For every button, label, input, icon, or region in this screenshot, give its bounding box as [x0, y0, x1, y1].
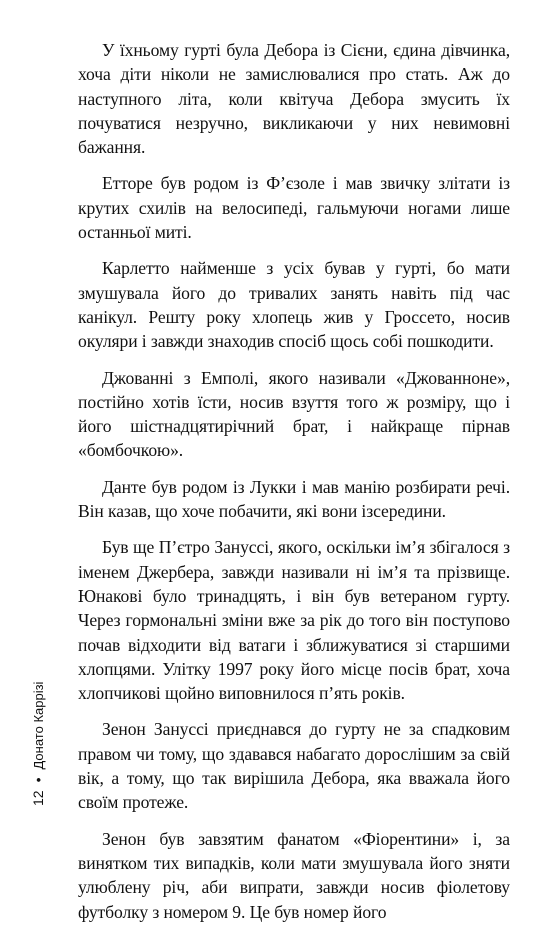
paragraph-pietro: Був ще П’єтро Зануссі, якого, оскільки ім’я збігалося з іменем Джербера, завжди називали ні ім’я та прізвище. Юнакові було тринадцять, і він був ветераном гурту. Через гормональні зміни вже за рік до того він поступово почав відходити від ватаги і зближуватися зі старшими хлопцями. Улітку 1997 року його місце посів брат, хоча хлопчикові щойно виповнилося п’ять років. — [78, 537, 510, 704]
paragraph-carletto: Карлетто найменше з усіх бував у гурті, бо мати змушувала його до тривалих занять навіть під час канікул. Решту року хлопець жив у Гроссето, носив окуляри і завжди знаходив спосіб щось собі пошкодити. — [78, 258, 510, 352]
running-head-separator: • — [30, 777, 46, 783]
running-head — [30, 682, 46, 806]
author-name: Донато Каррізі — [30, 681, 46, 770]
paragraph-ettore: Етторе був родом із Ф’єзоле і мав звичку злітати із крутих схилів на велосипеді, гальмуючи ногами лише останньої миті. — [78, 173, 510, 243]
paragraph-zenon-fan: Зенон був завзятим фанатом «Фіорентини» і, за винятком тих випадків, коли мати змушувала його зняти улюблену річ, аби випрати, завжди носив фіолетову футболку з номером 9. Це був номер його — [78, 828, 510, 922]
page-number: 12 — [30, 790, 46, 806]
page-body — [78, 38, 510, 936]
paragraph-deborah: У їхньому гурті була Дебора із Сієни, єдина дівчинка, хоча діти ніколи не замислювалися про стать. Аж до наступного літа, коли квітуча Дебора змусить їх почуватися незручно, викликаючи у них невимовні бажання. — [78, 40, 510, 158]
paragraph-giovanni: Джованні з Емполі, якого називали «Джованноне», постійно хотів їсти, носив взуття того ж розміру, що і його шістнадцятирічний брат, і найкраще пірнав «бомбочкою». — [78, 367, 510, 461]
paragraph-dante: Данте був родом із Лукки і мав манію розбирати речі. Він казав, що хоче побачити, які вони ізсередини. — [78, 476, 510, 522]
paragraph-zenon-joined: Зенон Зануссі приєднався до гурту не за спадковим правом чи тому, що здавався набагато дорослішим за свій вік, а тому, що так вирішила Дебора, яка вважала його своїм протеже. — [78, 719, 510, 813]
